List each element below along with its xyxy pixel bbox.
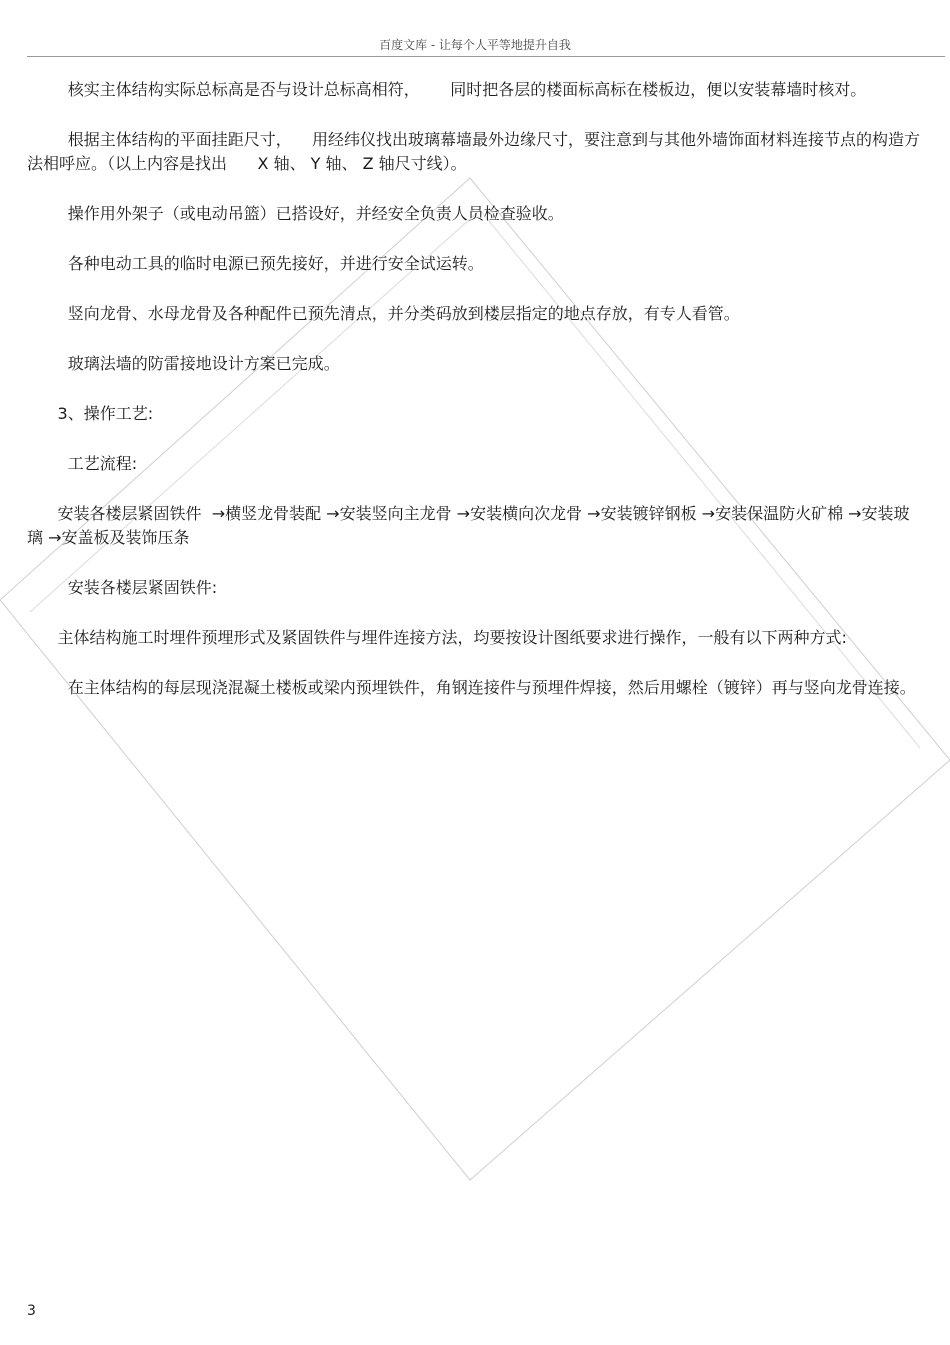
paragraph-keels-inventory: 竖向龙骨、水母龙骨及各种配件已预先清点，并分类码放到楼层指定的地点存放，有专人看管。 [27, 304, 740, 323]
paragraph-elevation-check: 核实主体结构实际总标高是否与设计总标高相符， 同时把各层的楼面标高标在楼板边，便以安装幕墙时核对。 [27, 80, 867, 99]
paragraph-embedded-parts: 主体结构施工时埋件预埋形式及紧固铁件与埋件连接方法，均要按设计图纸要求进行操作，一般有以下两种方式: [27, 628, 847, 647]
document-body [27, 78, 923, 700]
paragraph-workflow-steps: 安装各楼层紧固铁件 →横竖龙骨装配 →安装竖向主龙骨 →安装横向次龙骨 →安装镀锌钢板 →安装保温防火矿棉 →安装玻璃 →安盖板及装饰压条 [27, 504, 910, 547]
page-number: 3 [27, 1303, 36, 1319]
page-header: 百度文库 - 让每个人平等地提升自我 [379, 38, 571, 52]
subheading-fasteners: 安装各楼层紧固铁件: [27, 578, 218, 597]
paragraph-connection-method: 在主体结构的每层现浇混凝土楼板或梁内预埋铁件，角钢连接件与预埋件焊接，然后用螺栓（镀锌）再与竖向龙骨连接。 [27, 678, 916, 697]
paragraph-power-tools: 各种电动工具的临时电源已预先接好，并进行安全试运转。 [27, 254, 484, 273]
paragraph-scaffolding: 操作用外架子（或电动吊篮）已搭设好，并经安全负责人员检查验收。 [27, 204, 564, 223]
section-heading-process: 3、操作工艺: [27, 404, 154, 423]
header-divider [27, 56, 945, 57]
paragraph-lightning-protection: 玻璃法墙的防雷接地设计方案已完成。 [27, 354, 340, 373]
paragraph-plan-dimensions: 根据主体结构的平面挂距尺寸， 用经纬仪找出玻璃幕墙最外边缘尺寸，要注意到与其他外墙饰面材料连接节点的构造方法相呼应。（以上内容是找出 X 轴、 Y 轴、 Z 轴尺寸线）。 [27, 130, 921, 173]
subheading-workflow: 工艺流程: [27, 454, 138, 473]
